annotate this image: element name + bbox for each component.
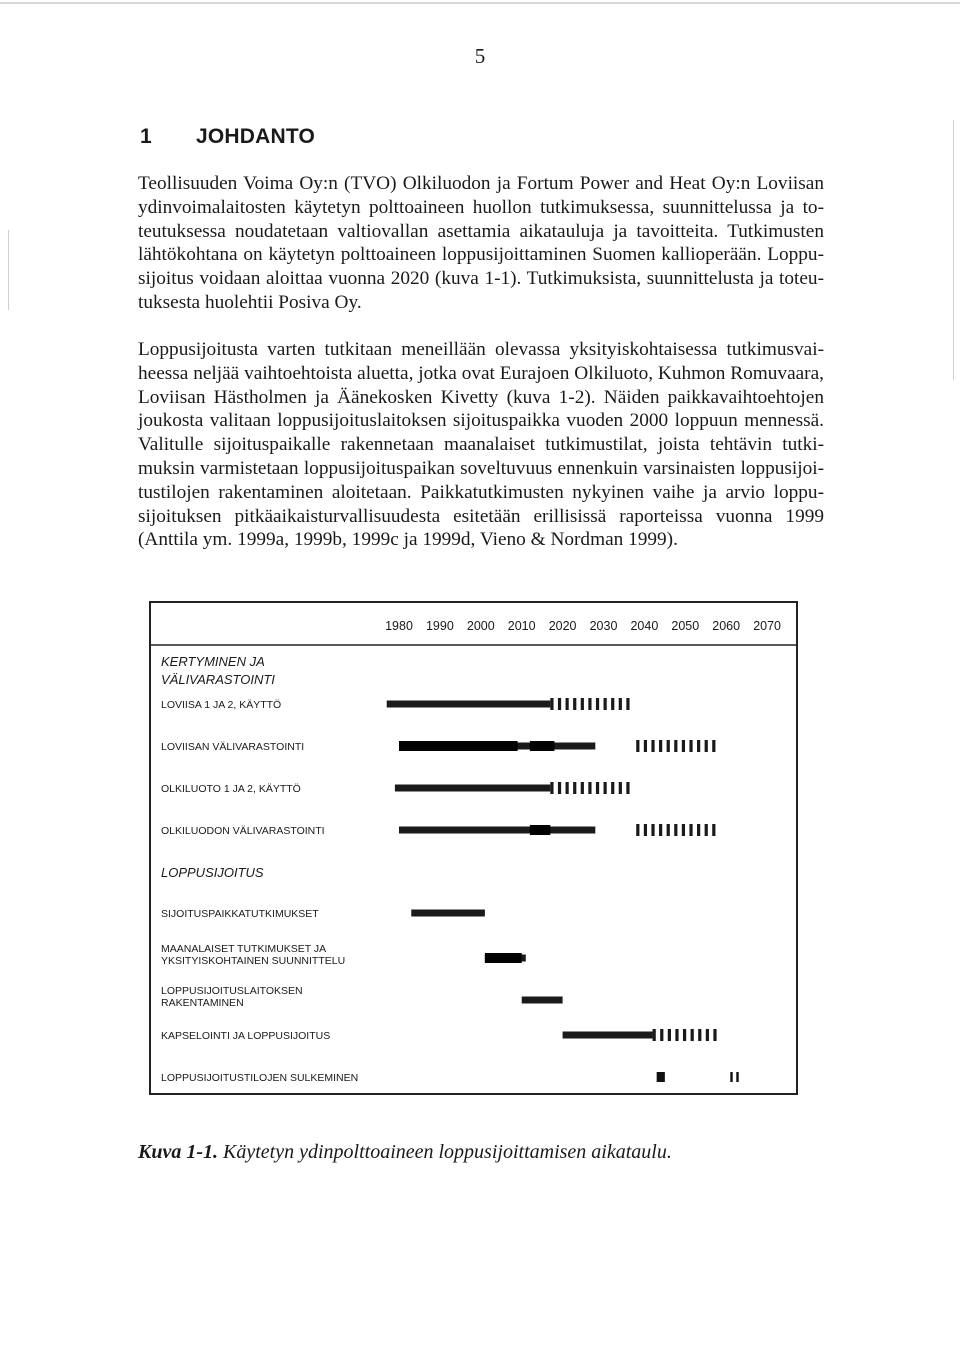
bar-dash [611, 782, 614, 794]
section-number: 1 [140, 125, 152, 148]
section-heading [140, 125, 315, 149]
x-tick-label: 2020 [548, 619, 577, 633]
bar-dash [588, 698, 591, 710]
x-tick-label: 1980 [385, 619, 413, 633]
bar-dash [588, 782, 591, 794]
bar-dash [636, 824, 639, 836]
section-label: VÄLIVARASTOINTI [161, 672, 275, 687]
bar-dash [660, 1029, 663, 1041]
bar-dash [636, 740, 639, 752]
bar-dash [712, 824, 715, 836]
bar-dash [566, 782, 569, 794]
bar-heavy [530, 825, 550, 835]
row-label: OLKILUODON VÄLIVARASTOINTI [161, 825, 325, 837]
x-tick-label: 2070 [753, 619, 782, 633]
bar-dash [653, 1029, 656, 1041]
closure-mark [736, 1072, 738, 1082]
bar-dash [626, 782, 629, 794]
row-label: SIJOITUSPAIKKATUTKIMUKSET [161, 908, 319, 920]
bar-dash [558, 782, 561, 794]
bar-dash [596, 698, 599, 710]
row-label: KAPSELOINTI JA LOPPUSIJOITUS [161, 1030, 331, 1042]
row-label: LOVIISA 1 JA 2, KÄYTTÖ [161, 699, 282, 711]
bar-dash [596, 782, 599, 794]
figure-caption [138, 1141, 672, 1164]
paragraph-site-selection: Loppusijoitusta varten tutkitaan meneillään olevassa yksityiskohtaisessa tutkimusvaiheessa neljää vaihtoehtoista aluetta, jotka ovat Eurajoen Olkiluoto, Kuhmon Romuvaara, Loviisan Hästholmen ja Äänekosken Kivetty (kuva 1-2). Näiden paikkavaihtoehtojen joukosta valitaan loppusijoituslaitoksen sijoituspaikka vuoden 2000 loppuun mennessä. Valitulle sijoituspaikalle rakennetaan maanalaiset tutkimustilat, joista tehtävin tutkimuksin varmistetaan loppusijoituspaikan soveltuvuus ennenkuin varsinaisten loppusijoitustilojen rakentaminen aloitetaan. Paikkatutkimusten nykyinen vaihe ja arvio loppusijoituksen pitkäaikaisturvallisuudesta esitetään erillisissä raporteissa vuonna 1999 (Anttila ym. 1999a, 1999b, 1999c ja 1999d, Vieno & Nordman 1999). [138, 339, 824, 551]
bar-dash [697, 740, 700, 752]
bar-dash [573, 698, 576, 710]
scan-edge-top [0, 2, 960, 4]
x-tick-label: 2060 [712, 619, 741, 633]
bar-dash [683, 1029, 686, 1041]
bar-solid [387, 701, 551, 708]
section-label: LOPPUSIJOITUS [161, 865, 264, 880]
bar-heavy [530, 741, 555, 751]
bar-solid [563, 1032, 653, 1039]
bar-dash [659, 740, 662, 752]
bar-dash [682, 824, 685, 836]
bar-heavy [485, 953, 522, 963]
row-label: YKSITYISKOHTAINEN SUUNNITTELU [161, 955, 346, 967]
caption-label: Kuva 1-1. [138, 1141, 218, 1163]
bar-dash [581, 782, 584, 794]
x-tick-label: 2050 [671, 619, 700, 633]
x-tick-label: 2000 [466, 619, 495, 633]
bar-dash [626, 698, 629, 710]
bar-dash [644, 740, 647, 752]
bar-dash [712, 740, 715, 752]
bar-dash [667, 824, 670, 836]
bar-dash [619, 782, 622, 794]
bar-dash [619, 698, 622, 710]
bar-dash [674, 740, 677, 752]
bar-dash [674, 824, 677, 836]
bar-dash [659, 824, 662, 836]
row-label: LOPPUSIJOITUSLAITOKSEN [161, 985, 303, 997]
schedule-chart-svg [151, 603, 796, 1093]
bar-dash [573, 782, 576, 794]
x-tick-label: 1990 [425, 619, 454, 633]
section-label: KERTYMINEN JA [161, 654, 265, 669]
row-label: OLKILUOTO 1 JA 2, KÄYTTÖ [161, 783, 301, 795]
bar-dash [611, 698, 614, 710]
bar-dash [667, 740, 670, 752]
paragraph-intro: Teollisuuden Voima Oy:n (TVO) Olkiluodon ja Fortum Power and Heat Oy:n Loviisan ydinvoimalaitosten käytetyn polttoaineen huollon tutkimuksessa, suunnittelussa ja toteutuksessa noudatetaan valtiovallan asettamia aikatauluja ja tavoitteita. Tutkimusten lähtökohtana on käytetyn polttoaineen loppusijoittaminen Suomen kallioperään. Loppusijoitus voidaan aloittaa vuonna 2020 (kuva 1-1). Tutkimuksista, suunnittelusta ja toteutuksesta huolehtii Posiva Oy. [138, 173, 824, 313]
closure-mark [730, 1072, 732, 1082]
x-tick-label: 2030 [589, 619, 618, 633]
bar-dash [689, 740, 692, 752]
x-tick-label: 2040 [630, 619, 659, 633]
x-tick-label: 2010 [507, 619, 536, 633]
bar-solid [399, 827, 595, 834]
bar-solid [395, 785, 550, 792]
bar-dash [705, 740, 708, 752]
bar-dash [705, 824, 708, 836]
bar-dash [558, 698, 561, 710]
bar-dash [675, 1029, 678, 1041]
row-label: RAKENTAMINEN [161, 997, 244, 1009]
bar-dash [668, 1029, 671, 1041]
row-label: LOPPUSIJOITUSTILOJEN SULKEMINEN [161, 1072, 359, 1084]
bar-solid [411, 910, 485, 917]
bar-dash [604, 782, 607, 794]
closure-mark [657, 1072, 665, 1082]
bar-dash [651, 740, 654, 752]
bar-dash [644, 824, 647, 836]
bar-heavy [399, 741, 518, 751]
scan-edge-right [953, 120, 954, 380]
bar-dash [706, 1029, 709, 1041]
schedule-chart [149, 601, 798, 1095]
page-number: 5 [474, 44, 486, 68]
bar-dash [604, 698, 607, 710]
bar-solid [522, 997, 563, 1004]
bar-dash [550, 698, 553, 710]
bar-dash [550, 782, 553, 794]
bar-dash [566, 698, 569, 710]
bar-dash [689, 824, 692, 836]
bar-dash [697, 824, 700, 836]
bar-dash [682, 740, 685, 752]
section-title: JOHDANTO [196, 125, 316, 148]
row-label: MAANALAISET TUTKIMUKSET JA [161, 943, 327, 955]
row-label: LOVIISAN VÄLIVARASTOINTI [161, 741, 305, 753]
bar-dash [581, 698, 584, 710]
bar-dash [651, 824, 654, 836]
bar-dash [713, 1029, 716, 1041]
bar-dash [691, 1029, 694, 1041]
bar-dash [698, 1029, 701, 1041]
caption-text: Käytetyn ydinpolttoaineen loppusijoittamisen aikataulu. [223, 1141, 672, 1163]
scan-edge-left [8, 230, 9, 310]
